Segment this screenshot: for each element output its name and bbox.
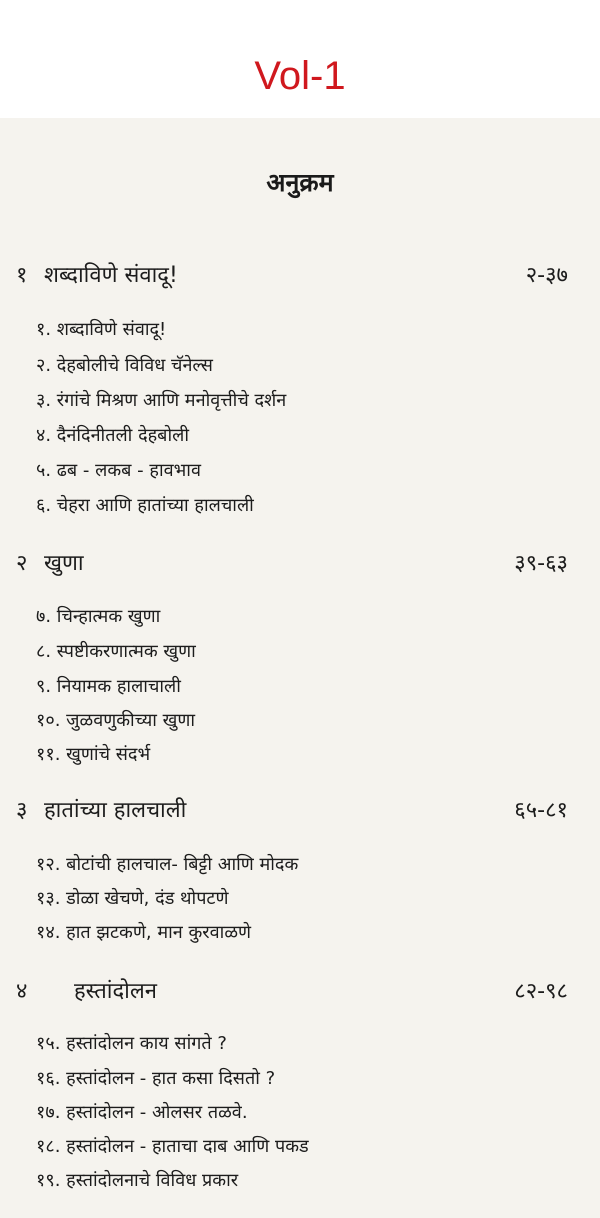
section-item: १८. हस्तांदोलन - हाताचा दाब आणि पकड bbox=[36, 1136, 309, 1157]
chapter-number: २ bbox=[16, 551, 28, 576]
section-item: ११. खुणांचे संदर्भ bbox=[36, 744, 151, 765]
chapter-row bbox=[16, 973, 568, 1007]
section-item: ३. रंगांचे मिश्रण आणि मनोवृत्तीचे दर्शन bbox=[36, 390, 287, 411]
chapter-title: हातांच्या हालचाली bbox=[44, 798, 187, 823]
section-item: ७. चिन्हात्मक खुणा bbox=[36, 606, 161, 627]
volume-label: Vol-1 bbox=[254, 54, 346, 98]
section-item: १५. हस्तांदोलन काय सांगते ? bbox=[36, 1033, 227, 1054]
section-item: ९. नियामक हालाचाली bbox=[36, 676, 181, 697]
chapter-title: शब्दाविणे संवादू! bbox=[44, 263, 178, 288]
chapter-title: खुणा bbox=[44, 551, 84, 576]
chapter-row bbox=[16, 257, 568, 291]
section-item: ४. दैनंदिनीतली देहबोली bbox=[36, 425, 189, 446]
section-item: १. शब्दाविणे संवादू! bbox=[36, 319, 167, 340]
section-item: ५. ढब - लकब - हावभाव bbox=[36, 460, 201, 481]
section-item: १०. जुळवणुकीच्या खुणा bbox=[36, 710, 196, 731]
chapter-pages: ६५-८१ bbox=[514, 798, 568, 823]
chapter-row bbox=[16, 545, 568, 579]
chapter-row bbox=[16, 792, 568, 826]
chapter-pages: ८२-९८ bbox=[514, 979, 568, 1004]
section-item: १६. हस्तांदोलन - हात कसा दिसतो ? bbox=[36, 1068, 276, 1089]
section-item: ८. स्पष्टीकरणात्मक खुणा bbox=[36, 641, 196, 662]
section-item: १७. हस्तांदोलन - ओलसर तळवे. bbox=[36, 1102, 248, 1123]
chapter-number: ३ bbox=[16, 798, 28, 823]
chapter-pages: ३९-६३ bbox=[514, 551, 568, 576]
contents-heading: अनुक्रम bbox=[266, 168, 334, 197]
section-item: १३. डोळा खेचणे, दंड थोपटणे bbox=[36, 888, 229, 909]
chapter-title: हस्तांदोलन bbox=[74, 979, 157, 1004]
section-item: १२. बोटांची हालचाल- बिट्टी आणि मोदक bbox=[36, 854, 299, 875]
section-item: ६. चेहरा आणि हातांच्या हालचाली bbox=[36, 495, 254, 516]
chapter-pages: २-३७ bbox=[525, 263, 568, 288]
chapter-number: १ bbox=[16, 263, 28, 288]
section-item: १९. हस्तांदोलनाचे विविध प्रकार bbox=[36, 1170, 239, 1191]
section-item: १४. हात झटकणे, मान कुरवाळणे bbox=[36, 922, 252, 943]
section-item: २. देहबोलीचे विविध चॅनेल्स bbox=[36, 355, 213, 376]
chapter-number: ४ bbox=[16, 979, 28, 1004]
